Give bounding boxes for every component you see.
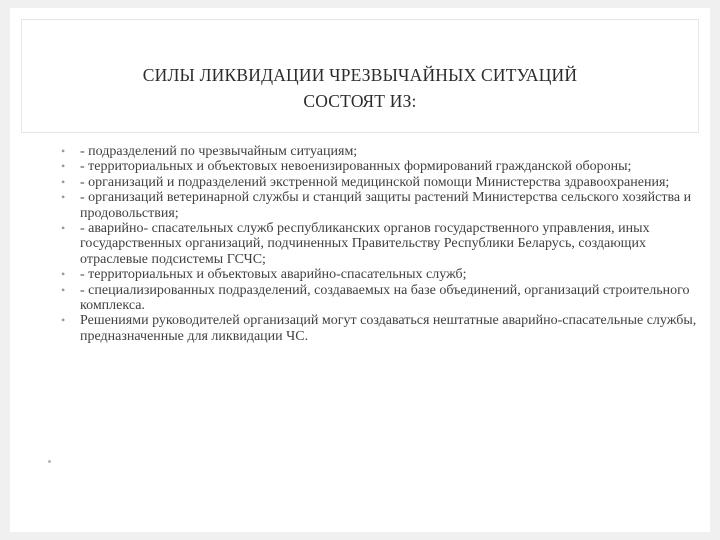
slide-title-line-2: СОСТОЯТ ИЗ:	[303, 91, 417, 111]
bullet-dot-icon: •	[61, 159, 66, 174]
list-item-text: - аварийно- спасательных служб республиканских органов государственного управления, иных государственных организаций, подчиненных Правительству Республики Беларусь, создающих отраслевые подсистемы ГСЧС;	[80, 221, 650, 267]
bullet-list	[58, 144, 698, 344]
bullet-dot-icon: •	[61, 221, 66, 236]
list-item	[58, 190, 698, 221]
list-item-text: - организаций и подразделений экстренной медицинской помощи Министерства здравоохранения;	[80, 174, 670, 190]
list-item-text: Решениями руководителей организаций могут создаваться нештатные аварийно-спасательные службы, предназначенные для ликвидации ЧС.	[80, 313, 697, 344]
title-box	[22, 20, 698, 132]
list-item	[58, 144, 698, 159]
bullet-dot-icon: •	[61, 282, 66, 297]
slide	[10, 8, 710, 532]
list-item	[58, 175, 698, 190]
bullet-dot-icon: •	[61, 144, 66, 158]
list-item	[58, 221, 698, 267]
list-item-text: - специализированных подразделений, создаваемых на базе объединений, организаций строительного комплекса.	[80, 282, 690, 314]
slide-title	[22, 62, 698, 114]
list-item-text: - организаций ветеринарной службы и станций защиты растений Министерства сельского хозяйства и продовольствия;	[80, 190, 692, 221]
slide-body	[58, 144, 698, 344]
list-item	[58, 283, 698, 314]
list-item-text: - подразделений по чрезвычайным ситуациям;	[80, 144, 358, 159]
list-item-text: - территориальных и объектовых невоенизированных формирований гражданской обороны;	[80, 159, 632, 175]
bullet-dot-icon: •	[61, 313, 66, 328]
empty-bullet-dot-icon	[48, 460, 51, 463]
slide-title-line-1: СИЛЫ ЛИКВИДАЦИИ ЧРЕЗВЫЧАЙНЫХ СИТУАЦИЙ	[142, 65, 578, 85]
bullet-dot-icon: •	[61, 267, 66, 282]
list-item	[58, 267, 698, 282]
list-item	[58, 313, 698, 344]
bullet-dot-icon: •	[61, 174, 66, 189]
list-item	[58, 159, 698, 174]
bullet-dot-icon: •	[61, 190, 66, 205]
list-item-text: - территориальных и объектовых аварийно-спасательных служб;	[80, 267, 467, 283]
